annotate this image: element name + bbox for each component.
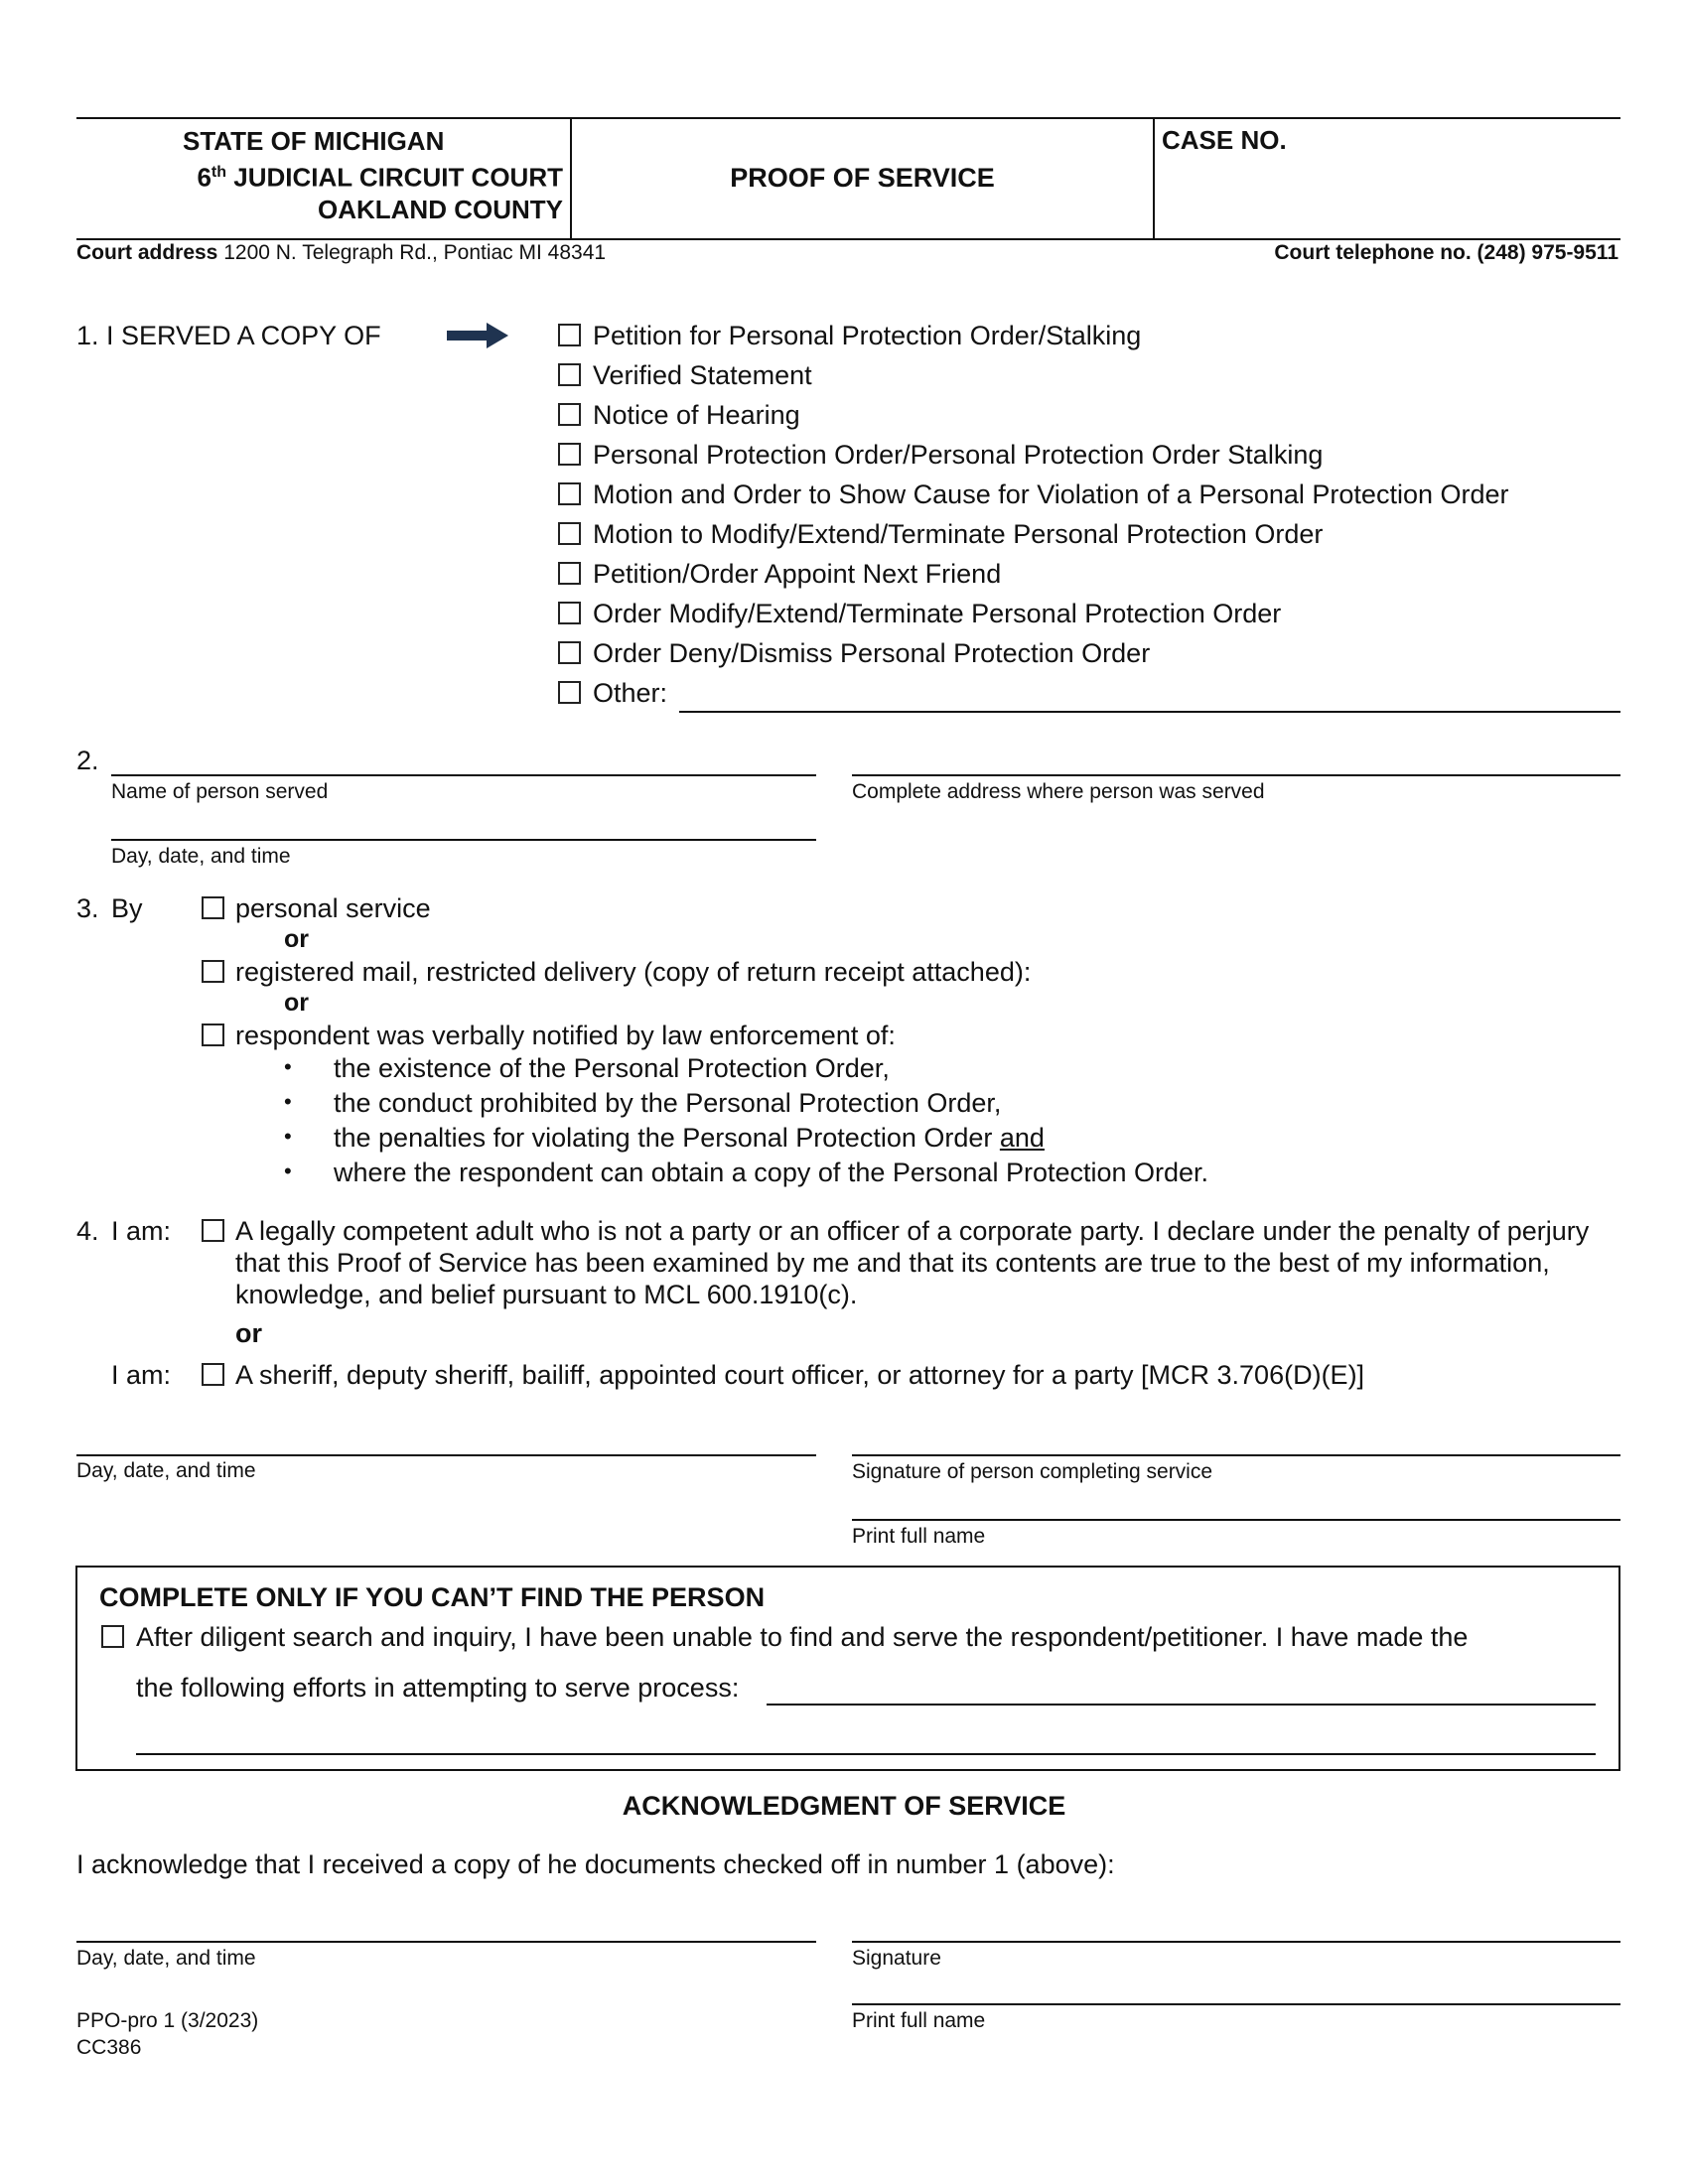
competent-adult-line3: knowledge, and belief pursuant to MCL 600.1910(c). [235, 1280, 858, 1309]
item-ppo: Personal Protection Order/Personal Protection Order Stalking [593, 440, 1324, 470]
checkbox-verbal-notice[interactable] [202, 1024, 224, 1046]
item-other: Other: [593, 678, 668, 708]
registered-mail-label: registered mail, restricted delivery (copy of return receipt attached): [235, 957, 1032, 987]
item-verified-statement: Verified Statement [593, 360, 812, 390]
item-next-friend: Petition/Order Appoint Next Friend [593, 559, 1002, 589]
section4-iam-2: I am: [111, 1360, 172, 1390]
checkbox-order-modify[interactable] [558, 602, 581, 624]
diligent-search-line1: After diligent search and inquiry, I have been unable to find and serve the respondent/petitioner. I have made the [136, 1622, 1469, 1652]
server-print-name-label: Print full name [852, 1525, 986, 1548]
court-address-value: 1200 N. Telegraph Rd., Pontiac MI 48341 [223, 241, 607, 264]
checkbox-show-cause[interactable] [558, 482, 581, 505]
section4-number: 4. [76, 1216, 99, 1246]
diligent-search-line2: the following efforts in attempting to serve process: [136, 1673, 740, 1703]
checkbox-notice-of-hearing[interactable] [558, 403, 581, 426]
court-circuit-text: JUDICIAL CIRCUIT COURT [226, 162, 563, 193]
section4-or: or [235, 1318, 262, 1348]
case-number-label: CASE NO. [1162, 125, 1287, 155]
court-circuit [119, 157, 563, 194]
other-input-line[interactable] [679, 711, 1620, 713]
personal-service-label: personal service [235, 893, 431, 923]
name-served-line[interactable] [111, 774, 816, 776]
bullet-icon: • [284, 1054, 292, 1079]
checkbox-motion-modify[interactable] [558, 522, 581, 545]
ack-signature-line[interactable] [852, 1941, 1620, 1943]
checkbox-other[interactable] [558, 681, 581, 704]
court-address-label: Court address [76, 241, 218, 264]
bullet-penalties [334, 1122, 1045, 1154]
section1-label: 1. I SERVED A COPY OF [76, 321, 381, 350]
court-address [76, 240, 606, 266]
section3-or-2: or [284, 989, 309, 1017]
section4-iam-1: I am: [111, 1216, 172, 1246]
section3-number: 3. [76, 893, 99, 923]
acknowledgment-heading: ACKNOWLEDGMENT OF SERVICE [622, 1791, 1066, 1821]
checkbox-diligent-search[interactable] [101, 1625, 124, 1648]
checkbox-ppo[interactable] [558, 443, 581, 466]
checkbox-registered-mail[interactable] [202, 960, 224, 983]
served-datetime-label: Day, date, and time [111, 845, 291, 868]
address-served-line[interactable] [852, 774, 1620, 776]
checkbox-next-friend[interactable] [558, 562, 581, 585]
form-title: PROOF OF SERVICE [730, 163, 995, 193]
court-circuit-suffix: th [211, 164, 227, 181]
item-order-modify: Order Modify/Extend/Terminate Personal Protection Order [593, 599, 1282, 628]
bullet-icon: • [284, 1159, 292, 1183]
ack-datetime-line[interactable] [76, 1941, 816, 1943]
right-arrow-icon [447, 321, 510, 350]
header-divider-2 [1153, 117, 1155, 238]
address-served-label: Complete address where person was served [852, 780, 1265, 803]
ack-print-name-label: Print full name [852, 2009, 986, 2032]
ack-datetime-label: Day, date, and time [76, 1947, 256, 1970]
item-order-deny: Order Deny/Dismiss Personal Protection Order [593, 638, 1151, 668]
efforts-line-2[interactable] [136, 1753, 1596, 1755]
bullet-conduct: the conduct prohibited by the Personal Protection Order, [334, 1088, 1002, 1118]
item-notice-of-hearing: Notice of Hearing [593, 400, 800, 430]
case-number-field[interactable] [1157, 159, 1618, 236]
checkbox-competent-adult[interactable] [202, 1219, 224, 1242]
court-telephone: Court telephone no. (248) 975-9511 [1274, 241, 1618, 264]
item-motion-modify: Motion to Modify/Extend/Terminate Personal Protection Order [593, 519, 1324, 549]
competent-adult-line1: A legally competent adult who is not a party or an officer of a corporate party. I declare under the penalty of perjury [235, 1216, 1590, 1246]
acknowledgment-text: I acknowledge that I received a copy of he documents checked off in number 1 (above): [76, 1849, 1115, 1879]
section3-or-1: or [284, 925, 309, 953]
bullet-icon: • [284, 1089, 292, 1114]
bullet-obtain-copy: where the respondent can obtain a copy of the Personal Protection Order. [334, 1158, 1209, 1187]
checkbox-petition[interactable] [558, 324, 581, 346]
section2-number: 2. [76, 746, 99, 775]
competent-adult-line2: that this Proof of Service has been examined by me and that its contents are true to the best of my information, [235, 1248, 1550, 1278]
server-signature-line[interactable] [852, 1454, 1620, 1456]
form-id: PPO-pro 1 (3/2023) [76, 2009, 259, 2032]
form-code: CC386 [76, 2036, 142, 2059]
verbal-notice-label: respondent was verbally notified by law enforcement of: [235, 1021, 896, 1050]
ack-signature-label: Signature [852, 1947, 941, 1970]
completion-datetime-line[interactable] [76, 1454, 816, 1456]
completion-datetime-label: Day, date, and time [76, 1459, 256, 1482]
checkbox-order-deny[interactable] [558, 641, 581, 664]
not-found-heading: COMPLETE ONLY IF YOU CAN’T FIND THE PERSON [99, 1582, 766, 1612]
item-show-cause: Motion and Order to Show Cause for Violation of a Personal Protection Order [593, 479, 1509, 509]
header-top-rule [76, 117, 1620, 119]
court-state: STATE OF MICHIGAN [183, 126, 445, 156]
bullet-penalties-text: the penalties for violating the Personal Protection Order [334, 1123, 1000, 1153]
server-print-name-line[interactable] [852, 1519, 1620, 1521]
checkbox-officer[interactable] [202, 1363, 224, 1386]
court-county: OAKLAND COUNTY [318, 194, 563, 224]
item-petition: Petition for Personal Protection Order/Stalking [593, 321, 1142, 350]
officer-label: A sheriff, deputy sheriff, bailiff, appointed court officer, or attorney for a party [MCR 3.706(D)(E)] [235, 1360, 1365, 1390]
server-signature-label: Signature of person completing service [852, 1460, 1213, 1483]
section3-by: By [111, 893, 143, 923]
name-served-label: Name of person served [111, 780, 329, 803]
checkbox-verified-statement[interactable] [558, 363, 581, 386]
efforts-line-1[interactable] [767, 1704, 1596, 1706]
checkbox-personal-service[interactable] [202, 896, 224, 919]
bullet-existence: the existence of the Personal Protection Order, [334, 1053, 890, 1083]
bullet-icon: • [284, 1124, 292, 1149]
court-name-block [119, 125, 563, 225]
served-datetime-line[interactable] [111, 839, 816, 841]
court-circuit-num: 6 [197, 162, 211, 193]
ack-print-name-line[interactable] [852, 2003, 1620, 2005]
bullet-penalties-and: and [999, 1123, 1045, 1153]
